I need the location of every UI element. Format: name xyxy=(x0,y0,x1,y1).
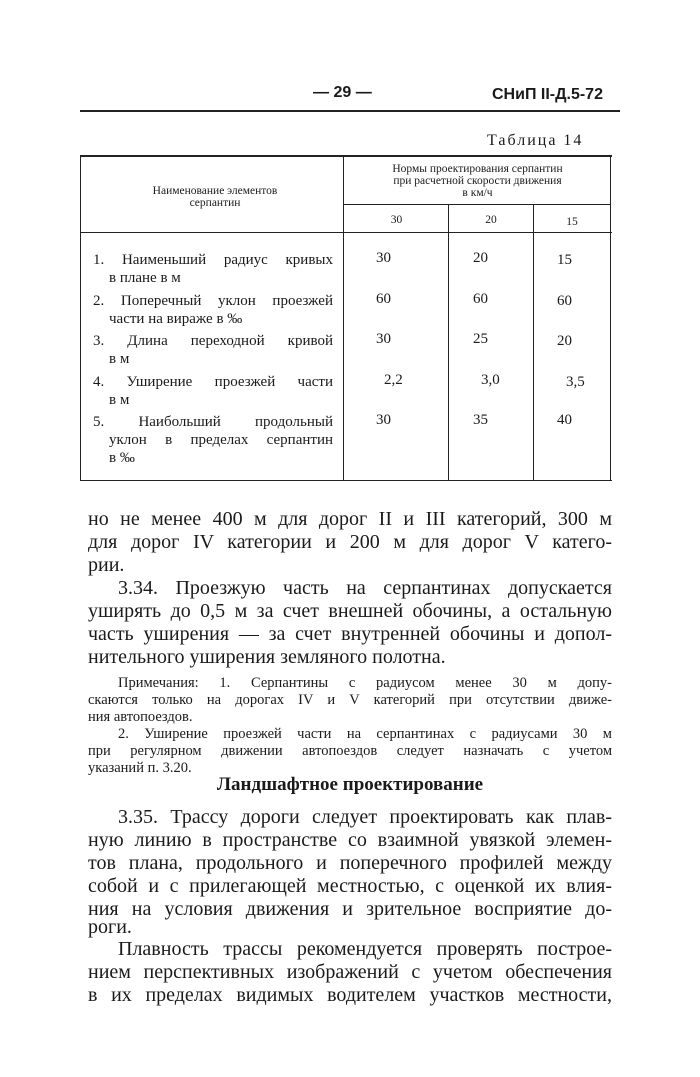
table-row: 3. Длина переходной кривой в м xyxy=(93,333,333,367)
cell: 3,5 xyxy=(566,374,585,390)
column-header-name: Наименование элементов серпантин xyxy=(152,185,278,209)
cell: 15 xyxy=(557,252,572,268)
cell: 30 xyxy=(376,331,391,347)
cell: 35 xyxy=(473,412,488,428)
cell: 60 xyxy=(376,291,391,307)
cell: 2,2 xyxy=(384,372,403,388)
cell: 60 xyxy=(473,291,488,307)
table-row: 1. Наименьший радиус кривых в плане в м xyxy=(93,252,333,286)
speed-20: 20 xyxy=(485,214,497,226)
section-heading: Ландшафтное проектирование xyxy=(216,774,484,795)
cell: 3,0 xyxy=(481,372,500,388)
cell: 60 xyxy=(557,293,572,309)
header-rule xyxy=(80,110,620,112)
document-code: СНиП II-Д.5-72 xyxy=(492,86,603,103)
document-page: — 29 — СНиП II-Д.5-72 Таблица 14 Наименование элементов серпантин Нормы проектирования серпантин при расчетной скорости движения в км/ч 30 20 15 1. Наименьший радиус кривых в плане в м 30 20 15 2. Поперечный уклон проезжей части на вираже в ‰ 60 60 60 3. Длина переходной кривой в м 30 25 20 4. Уширение проезжей части в м 2,2 3,0 3,5 5. Наибольший продольный уклон в пределах серпантин в ‰ 30 35 40 но не менее 400 м для дорог II и III категорий, 300 м для дорог IV категории и 200 м для дорог V катего- рии. 3.34. Проезжую часть на серпантинах допускается уширять до 0,5 м за счет внешней обочины, а остальную часть уширения — за счет внутренней обочины и допол- нительного уширения земляного полотна. Примечания: 1. Серпантины с радиусом менее 30 м допу- скаются только на дорогах IV и V категорий при отсутствии движе- ния автопоездов. 2. Уширение проезжей части на серпантинах с радиусами 30 м при регулярном движении автопоездов следует назначать с учетом указаний п. 3.20. Ландшафтное проектирование 3.35. Трассу дороги следует проектировать как плав- ную линию в пространстве со взаимной увязкой элемен- тов плана, продольного и поперечного профилей между собой и с прилегающей местностью, с оценкой их влия- ния на условия движения и зрительное восприятие до- роги. Плавность трассы рекомендуется проверять построе- нием перспективных изображений с учетом обеспечения в их пределах видимых водителем участков местности, xyxy=(0,0,700,1077)
table-row: 2. Поперечный уклон проезжей части на вираже в ‰ xyxy=(93,293,333,327)
table-row: 4. Уширение проезжей части в м xyxy=(93,374,333,408)
speed-15: 15 xyxy=(566,216,578,228)
cell: 30 xyxy=(376,412,391,428)
table-row: 5. Наибольший продольный уклон в пределах серпантин в ‰ xyxy=(93,414,333,466)
cell: 20 xyxy=(473,250,488,266)
column-header-norms: Нормы проектирования серпантин при расчетной скорости движения в км/ч xyxy=(392,163,563,199)
speed-30: 30 xyxy=(390,214,403,226)
table-caption: Таблица 14 xyxy=(487,132,584,149)
page-number: — 29 — xyxy=(313,84,372,101)
cell: 25 xyxy=(473,331,488,347)
cell: 40 xyxy=(557,412,572,428)
cell: 20 xyxy=(557,333,572,349)
cell: 30 xyxy=(376,250,391,266)
